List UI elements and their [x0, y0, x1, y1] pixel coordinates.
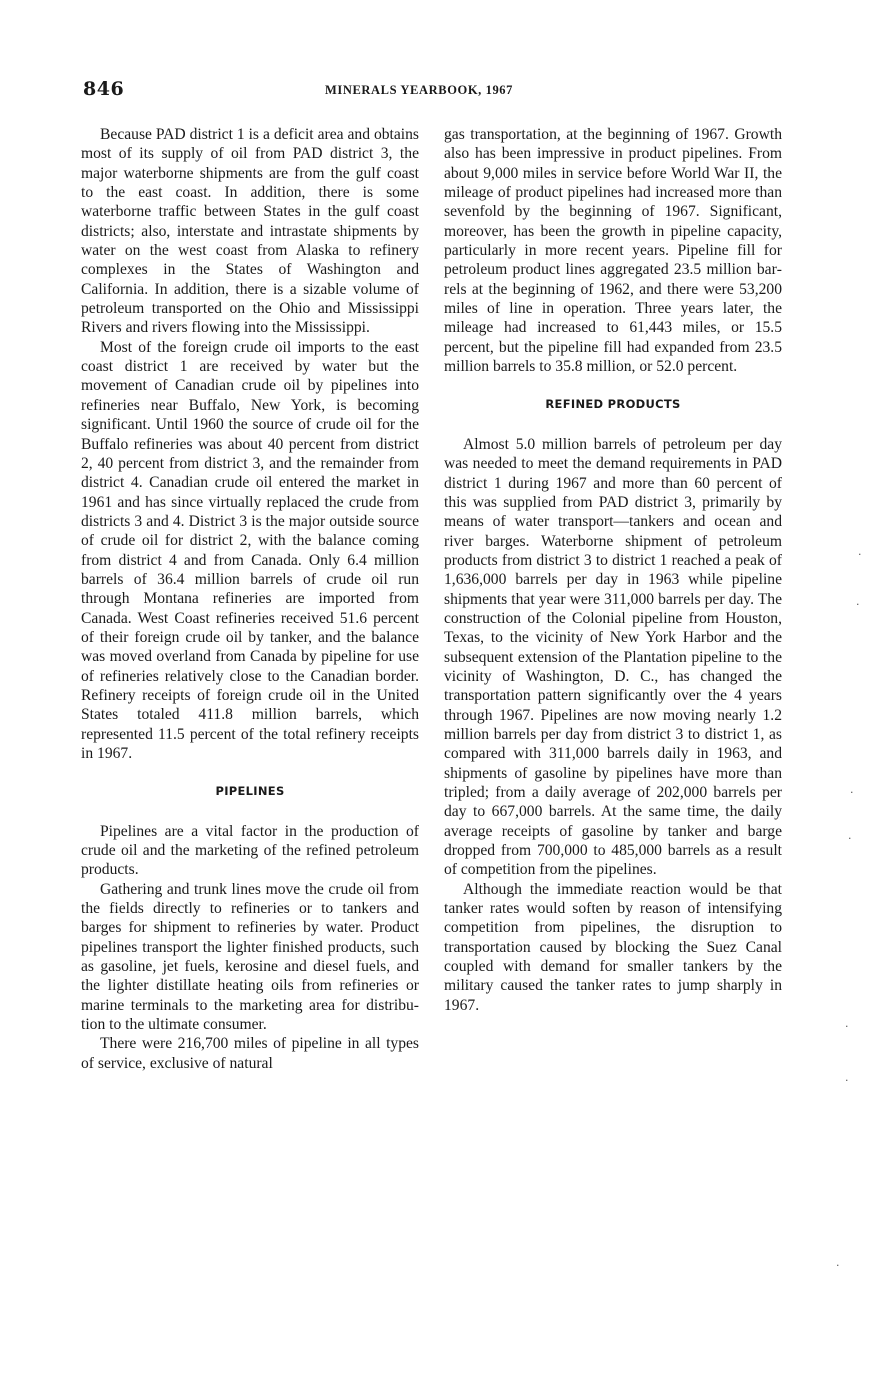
section-heading-pipelines: PIPELINES [215, 784, 285, 799]
page-header [83, 78, 783, 104]
paragraph-pipeline-growth: gas transportation, at the beginning of 1967. Growth also has been impressive in product pipelines. From about 9,000 miles in service before World War II, the mileage of product pipelines had increased more than sevenfold by the beginning of 1967. Significant, moreover, has been the growth in pipeline capacity, particularly in more recent years. Pipeline fill for petroleum product lines aggregated 23.5 million barrels at the beginning of 1962, and there were 53,200 miles of line in operation. Three years later, the mileage had increased to 61,443 miles, or 15.5 percent, but the pipeline fill had expanded from 23.5 million barrels to 35.8 million, or 52.0 percent. [444, 126, 782, 376]
paragraph-pipelines-vital: Pipelines are a vital factor in the production of crude oil and the marketing of the refined petroleum products. [81, 822, 419, 879]
paragraph-gathering-trunk-lines: Gathering and trunk lines move the crude oil from the fields directly to refineries or to tankers and barges for shipment to refineries by water. Product pipelines transport the lighter finished products, such as gasoline, jet fuels, kerosine and diesel fuels, and the lighter distillate heating oils from refineries or marine terminals to the marketing area for distribution to the ultimate consumer. [81, 880, 419, 1034]
paragraph-foreign-crude-imports: Most of the foreign crude oil imports to the east coast district 1 are received by water but the movement of Canadian crude oil by pipelines into refineries near Buffalo, New York, is becoming significant. Until 1960 the source of crude oil for the Buffalo refineries was about 40 percent from district 2, 40 percent from district 3, and the remainder from district 4. Canadian crude oil entered the market in 1961 and has since virtually replaced the crude from districts 3 and 4. District 3 is the major outside source of crude oil for district 2, with the balance coming from district 4 and from Canada. Only 6.4 million barrels of 36.4 million barrels of crude oil run through Montana refineries are imported from Canada. West Coast refineries received 51.6 percent of their foreign crude oil by tanker, and the balance was moved overland from Canada by pipeline for use of refineries relatively close to the Canadian border. Refinery receipts of foreign crude oil in the United States totaled 411.8 million barrels, which represented 11.5 percent of the total refinery receipts in 1967. [81, 338, 419, 762]
scan-speck: · [850, 786, 854, 799]
running-title: MINERALS YEARBOOK, 1967 [325, 83, 514, 97]
paragraph-pipeline-miles: There were 216,700 miles of pipeline in all types of service, exclusive of natural [81, 1035, 419, 1072]
paragraph-tanker-rates: Although the immediate reaction would be that tanker rates would soften by reason of intensifying competition from pipelines, the disruption to transportation caused by blocking the Suez Canal coupled with demand for smaller tankers by the military caused the tanker rates to jump sharply in 1967. [444, 880, 782, 1014]
scan-speck: · [858, 548, 862, 561]
paragraph-pad-district-shipments: Because PAD district 1 is a deficit area and obtains most of its supply of oil from PAD district 3, the major waterborne shipments are from the gulf coast to the east coast. In addition, there is some waterborne traffic between States in the gulf coast districts; also, interstate and intrastate shipments by water on the west coast from Alaska to refinery complexes in the States of Washington and California. In addition, there is a sizable volume of petroleum transported on the Ohio and Mississippi Rivers and rivers flowing into the Mississippi. [81, 126, 419, 337]
left-column [81, 125, 419, 1073]
right-column [444, 125, 782, 1015]
scan-speck: · [845, 1074, 849, 1087]
scan-speck: · [848, 832, 852, 845]
scan-speck: · [836, 1259, 840, 1272]
scan-speck: · [845, 1020, 849, 1033]
page-number: 846 [83, 78, 125, 100]
section-heading-refined-products: REFINED PRODUCTS [545, 397, 681, 412]
scan-speck: · [856, 598, 860, 611]
paragraph-district-demand: Almost 5.0 million barrels of petroleum per day was needed to meet the demand requirements in PAD district 1 during 1967 and more than 60 percent of this was supplied from PAD district 3, primarily by means of water transport—tankers and ocean and river barges. Waterborne shipment of petroleum products from district 3 to district 1 reached a peak of 1,636,000 barrels per day in 1963 while pipeline shipments that year were 311,000 barrels per day. The construction of the Colonial pipeline from Houston, Texas, to the vicinity of New York Harbor and the subsequent extension of the Plantation pipeline to the vicinity of Washington, D. C., has changed the transportation pattern significantly over the 4 years through 1967. Pipelines are now moving nearly 1.2 million barrels per day from district 3 to district 1, as compared with 311,000 barrels daily in 1963, and shipments of gasoline by pipelines have more than tripled; from a daily average of 202,000 barrels per day to 667,000 barrels. At the same time, the daily average receipts of gasoline by tanker and barge dropped from 700,000 to 485,000 barrels as a result of competition from the pipelines. [444, 435, 782, 879]
